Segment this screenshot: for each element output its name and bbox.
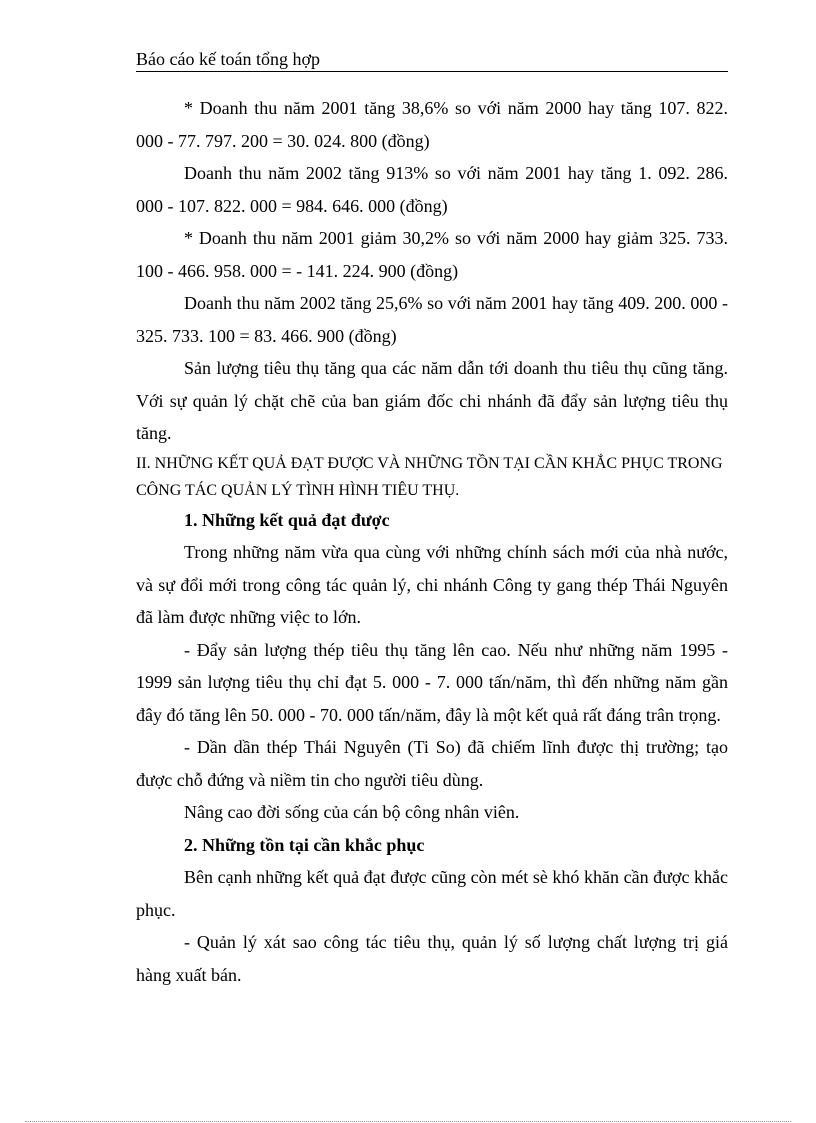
- section-heading-results-and-issues: II. NHỮNG KẾT QUẢ ĐẠT ĐƯỢC VÀ NHỮNG TỒN TẠI CẦN KHẮC PHỤC TRONG CÔNG TÁC QUẢN LÝ TÌNH HÌNH TIÊU THỤ.: [136, 454, 723, 499]
- page-footer-divider: [25, 1121, 791, 1122]
- paragraph-output-growth: - Đẩy sản lượng thép tiêu thụ tăng lên cao. Nếu như những năm 1995 - 1999 sản lượng tiêu thụ chỉ đạt 5. 000 - 7. 000 tấn/năm, thì đến những năm gần đây đó tăng lên 50. 000 - 70. 000 tấn/năm, đây là một kết quả rất đáng trân trọng.: [136, 639, 728, 725]
- paragraph-revenue-2002-growth: Doanh thu năm 2002 tăng 25,6% so với năm 2001 hay tăng 409. 200. 000 - 325. 733. 100 = 83. 466. 900 (đồng): [136, 293, 728, 346]
- paragraph-revenue-2001-decrease: * Doanh thu năm 2001 giảm 30,2% so với năm 2000 hay giảm 325. 733. 100 - 466. 958. 000 = - 141. 224. 900 (đồng): [136, 228, 728, 281]
- paragraph-difficulties: Bên cạnh những kết quả đạt được cũng còn mét sè khó khăn cần được khắc phục.: [136, 867, 728, 920]
- paragraph-sales-management: - Quản lý xát sao công tác tiêu thụ, quản lý số lượng chất lượng trị giá hàng xuất bán.: [136, 932, 728, 985]
- document-body: [136, 92, 728, 991]
- paragraph-revenue-2001-increase: * Doanh thu năm 2001 tăng 38,6% so với năm 2000 hay tăng 107. 822. 000 - 77. 797. 200 = 30. 024. 800 (đồng): [136, 98, 728, 151]
- paragraph-sales-volume: Sản lượng tiêu thụ tăng qua các năm dẫn tới doanh thu tiêu thụ cũng tăng. Với sự quản lý chặt chẽ của ban giám đốc chi nhánh đã đẩy sản lượng tiêu thụ tăng.: [136, 358, 728, 443]
- document-title: Báo cáo kế toán tổng hợp: [136, 49, 320, 69]
- subheading-achievements: 1. Những kết quả đạt được: [184, 509, 390, 530]
- paragraph-revenue-2002-increase: Doanh thu năm 2002 tăng 913% so với năm 2001 hay tăng 1. 092. 286. 000 - 107. 822. 000 = 984. 646. 000 (đồng): [136, 163, 728, 216]
- subheading-remaining-issues: 2. Những tồn tại cần khắc phục: [184, 834, 425, 855]
- paragraph-living-standards: Nâng cao đời sống của cán bộ công nhân viên.: [184, 802, 520, 822]
- paragraph-market-share: - Dần dần thép Thái Nguyên (Ti So) đã chiếm lĩnh được thị trường; tạo được chỗ đứng và niềm tin cho người tiêu dùng.: [136, 737, 728, 790]
- page-header: [136, 48, 728, 72]
- paragraph-achievements-intro: Trong những năm vừa qua cùng với những chính sách mới của nhà nước, và sự đổi mới trong công tác quản lý, chi nhánh Công ty gang thép Thái Nguyên đã làm được những việc to lớn.: [136, 542, 728, 627]
